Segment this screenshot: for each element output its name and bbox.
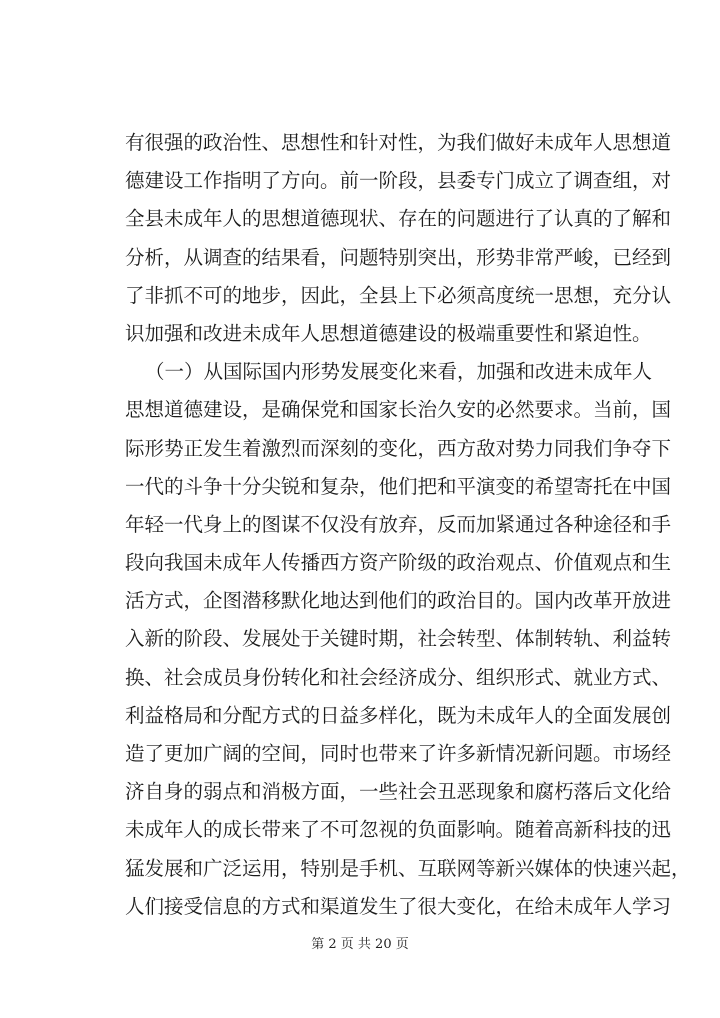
section-heading-line: （一）从国际国内形势发展变化来看，加强和改进未成年人 [145, 360, 653, 384]
text-line: 年轻一代身上的图谋不仅没有放弃，反而加紧通过各种途径和手 [125, 512, 672, 536]
text-line: 活方式，企图潜移默化地达到他们的政治目的。国内改革开放进 [125, 589, 672, 613]
text-line: 利益格局和分配方式的日益多样化，既为未成年人的全面发展创 [125, 703, 672, 727]
text-line: 思想道德建设，是确保党和国家长治久安的必然要求。当前，国 [125, 398, 672, 422]
text-line: 识加强和改进未成年人思想道德建设的极端重要性和紧迫性。 [125, 321, 652, 345]
text-line: 分析，从调查的结果看，问题特别突出，形势非常严峻，已经到 [125, 245, 672, 269]
text-line: 济自身的弱点和消极方面，一些社会丑恶现象和腐朽落后文化给 [125, 780, 672, 804]
text-line: 造了更加广阔的空间，同时也带来了许多新情况新问题。市场经 [125, 742, 672, 765]
text-line: 际形势正发生着激烈而深刻的变化，西方敌对势力同我们争夺下 [125, 436, 672, 460]
text-line: 人们接受信息的方式和渠道发生了很大变化，在给未成年人学习 [125, 894, 672, 918]
text-line: 换、社会成员身份转化和社会经济成分、组织形式、就业方式、 [125, 665, 672, 689]
body-text [125, 124, 691, 926]
page-number-footer: 第 2 页 共 20 页 [311, 937, 409, 952]
text-line: 猛发展和广泛运用，特别是手机、互联网等新兴媒体的快速兴起， [125, 856, 691, 880]
text-line: 段向我国未成年人传播西方资产阶级的政治观点、价值观点和生 [125, 551, 672, 575]
text-line: 未成年人的成长带来了不可忽视的负面影响。随着高新科技的迅 [125, 818, 672, 842]
text-line: 了非抓不可的地步，因此，全县上下必须高度统一思想，充分认 [125, 283, 672, 307]
text-line: 全县未成年人的思想道德现状、存在的问题进行了认真的了解和 [125, 207, 672, 231]
text-line: 有很强的政治性、思想性和针对性，为我们做好未成年人思想道 [125, 131, 672, 154]
text-line: 入新的阶段、发展处于关键时期，社会转型、体制转轨、利益转 [125, 627, 672, 651]
text-line: 德建设工作指明了方向。前一阶段，县委专门成立了调查组，对 [125, 169, 672, 193]
text-line: 一代的斗争十分尖锐和复杂，他们把和平演变的希望寄托在中国 [125, 474, 672, 498]
